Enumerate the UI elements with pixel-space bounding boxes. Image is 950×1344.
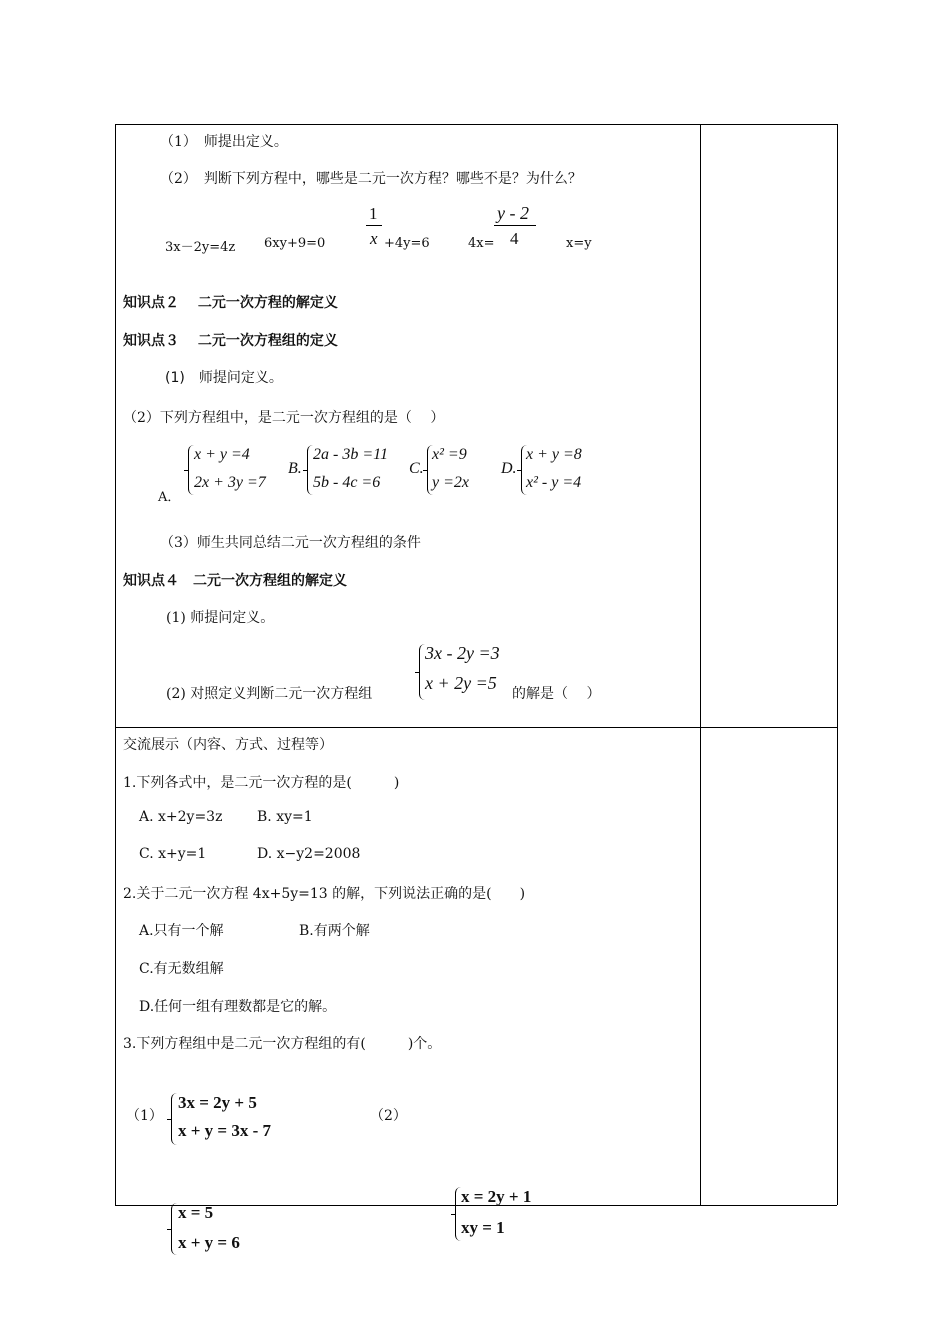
fraction1-numerator: 1 (369, 204, 378, 223)
option-a-line2: 2x + 3y =7 (194, 474, 266, 491)
table-left-border (115, 124, 116, 1205)
kp4-item-2-tail: 的解是（ ） (512, 686, 601, 702)
question-3-system-3-line2: x + y = 6 (178, 1233, 240, 1252)
kp4-item-1: (1) 师提问定义。 (166, 610, 275, 626)
question-3-system-1-label: （1） (126, 1108, 163, 1124)
question-1-option-c: C. x+y=1 (139, 846, 207, 862)
item-judge-equations: （2） 判断下列方程中，哪些是二元一次方程？哪些不是？为什么？ (160, 171, 582, 187)
question-3-system-3-line1: x = 5 (178, 1203, 214, 1222)
equation-e: x=y (566, 236, 592, 251)
table-right-border (837, 124, 838, 1205)
option-b-label: B. (288, 460, 302, 477)
option-c-line1: x² =9 (432, 446, 467, 463)
option-c-label: C. (409, 460, 424, 477)
question-1-option-b: B. xy=1 (257, 809, 313, 825)
knowledge-point-2-heading: 知识点２ 二元一次方程的解定义 (123, 295, 338, 311)
question-3-system-4-line2: xy = 1 (461, 1218, 505, 1237)
fraction2-bar (494, 225, 536, 226)
option-d-line2: x² - y =4 (526, 474, 582, 491)
equation-b: 6xy+9=0 (264, 236, 326, 251)
question-2-option-b: B.有两个解 (299, 923, 370, 939)
kp4-item-2-head: (2) 对照定义判断二元一次方程组 (166, 686, 373, 702)
kp4-system-line2: x + 2y =5 (425, 673, 497, 693)
table-column-divider (700, 124, 701, 1205)
knowledge-point-4-heading: 知识点４ 二元一次方程组的解定义 (123, 573, 347, 589)
fraction1-denominator: x (370, 229, 378, 248)
kp3-item-1: (1) 师提问定义。 (165, 370, 283, 386)
question-3-system-2-label: （2） (370, 1108, 407, 1124)
option-b-line2: 5b - 4c =6 (313, 474, 381, 491)
question-3-system-1-line1: 3x = 2y + 5 (178, 1093, 257, 1112)
option-b-line1: 2a - 3b =11 (313, 446, 388, 463)
table-row-divider (115, 727, 837, 728)
fraction1-bar (366, 225, 382, 226)
question-2-option-a: A.只有一个解 (139, 923, 224, 939)
equation-d-head: 4x= (468, 236, 495, 251)
question-3-system-3-brace (171, 1203, 178, 1255)
fraction2-denominator: 4 (510, 229, 519, 248)
question-2-option-d: D.任何一组有理数都是它的解。 (139, 999, 337, 1015)
equation-a: 3x－2y=4z (165, 240, 236, 255)
question-3: 3.下列方程组中是二元一次方程组的有( )个。 (123, 1036, 442, 1052)
question-1: 1.下列各式中，是二元一次方程的是( ) (123, 775, 400, 791)
item-teacher-definition: （1） 师提出定义。 (160, 134, 288, 150)
question-3-system-1-line2: x + y = 3x - 7 (178, 1121, 272, 1140)
exchange-title: 交流展示（内容、方式、过程等） (123, 737, 333, 753)
question-3-system-4-line1: x = 2y + 1 (461, 1187, 532, 1206)
kp3-item-2: （2）下列方程组中，是二元一次方程组的是（ ） (123, 410, 445, 426)
table-top-border (115, 124, 837, 125)
equation-c-tail: +4y=6 (384, 236, 430, 251)
option-d-line1: x + y =8 (526, 446, 582, 463)
knowledge-point-3-heading: 知识点３ 二元一次方程组的定义 (123, 333, 338, 349)
kp4-system-line1: 3x - 2y =3 (425, 643, 500, 663)
option-c-line2: y =2x (432, 474, 469, 491)
question-2: 2.关于二元一次方程 4x+5y=13 的解，下列说法正确的是( ) (123, 886, 526, 902)
option-a-label: A． (158, 490, 181, 505)
option-a-line1: x + y =4 (194, 446, 250, 463)
option-d-label: D. (501, 460, 517, 477)
question-2-option-c: C.有无数组解 (139, 961, 224, 977)
fraction2-numerator: y - 2 (497, 203, 529, 223)
question-1-option-a: A. x+2y=3z (139, 809, 223, 825)
kp3-item-3: （3）师生共同总结二元一次方程组的条件 (160, 535, 421, 551)
question-1-option-d: D. x−y2=2008 (257, 846, 361, 862)
question-3-system-1-brace (171, 1093, 178, 1145)
